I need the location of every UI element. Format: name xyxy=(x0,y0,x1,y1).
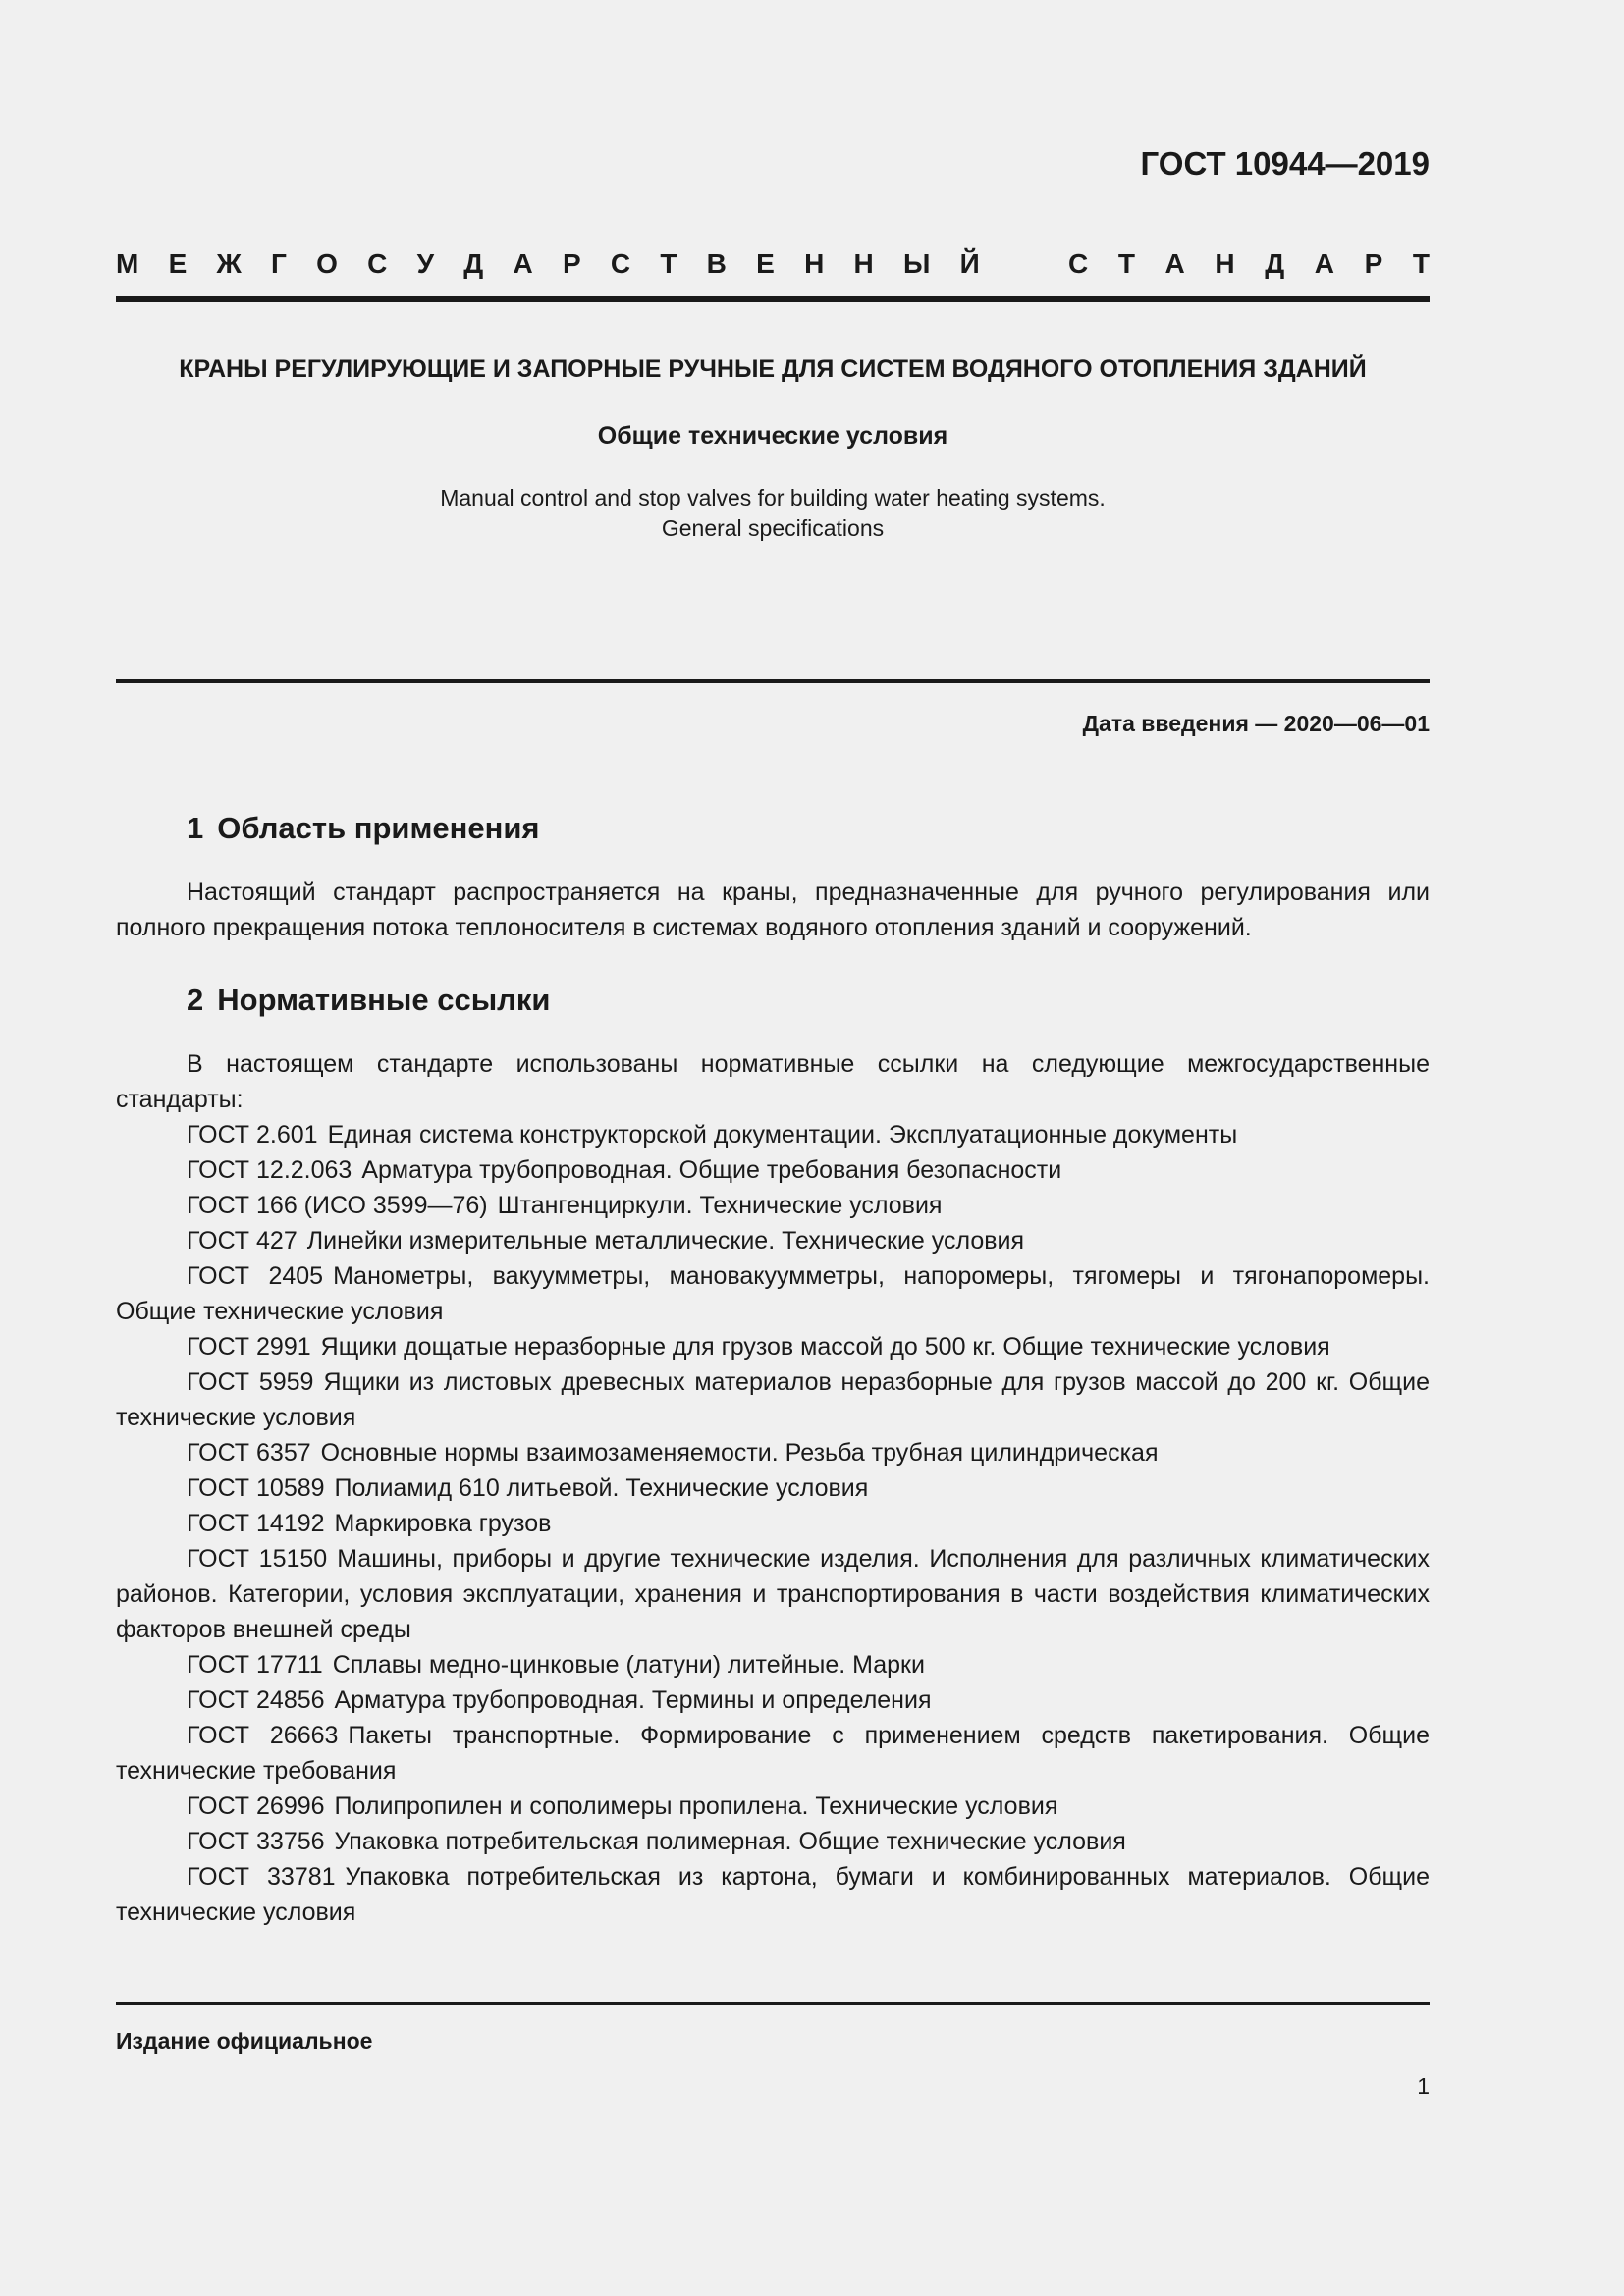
reference-item: ГОСТ 33756 Упаковка потребительская полимерная. Общие технические условия xyxy=(187,1828,1126,1855)
references-intro: В настоящем стандарте использованы нормативные ссылки на следующие межгосударственные стандарты: xyxy=(116,1050,1430,1113)
official-edition-label: Издание официальное xyxy=(116,2028,373,2054)
reference-item: ГОСТ 166 (ИСО 3599—76) Штангенциркули. Технические условия xyxy=(187,1192,943,1219)
section-2-number: 2 xyxy=(187,983,204,1017)
section-2-title: Нормативные ссылки xyxy=(217,983,551,1017)
reference-item: ГОСТ 12.2.063 Арматура трубопроводная. Общие требования безопасности xyxy=(187,1156,1062,1184)
section-2-heading xyxy=(187,983,550,1018)
reference-item: ГОСТ 2.601 Единая система конструкторской документации. Эксплуатационные документы xyxy=(187,1121,1238,1148)
header-divider xyxy=(116,296,1430,302)
reference-item: ГОСТ 10589 Полиамид 610 литьевой. Технические условия xyxy=(187,1474,869,1502)
section-1-number: 1 xyxy=(187,811,204,845)
document-title-ru: КРАНЫ РЕГУЛИРУЮЩИЕ И ЗАПОРНЫЕ РУЧНЫЕ ДЛЯ СИСТЕМ ВОДЯНОГО ОТОПЛЕНИЯ ЗДАНИЙ xyxy=(179,355,1367,383)
reference-item: ГОСТ 6357 Основные нормы взаимозаменяемости. Резьба трубная цилиндрическая xyxy=(187,1439,1159,1467)
document-title-en: Manual control and stop valves for building water heating systems. General specifications xyxy=(440,485,1106,541)
reference-item: ГОСТ 26663 Пакеты транспортные. Формирование с применением средств пакетирования. Общие технические требования xyxy=(116,1722,1430,1785)
reference-item: ГОСТ 2405 Манометры, вакуумметры, мановакуумметры, напоромеры, тягомеры и тягонапоромеры. Общие технические условия xyxy=(116,1262,1430,1325)
interstate-standard-banner xyxy=(116,248,1430,280)
reference-item: ГОСТ 427 Линейки измерительные металлические. Технические условия xyxy=(187,1227,1025,1255)
title-divider xyxy=(116,679,1430,683)
section-1-title: Область применения xyxy=(217,811,540,845)
reference-item: ГОСТ 15150 Машины, приборы и другие технические изделия. Исполнения для различных климатических районов. Категории, условия эксплуатации, хранения и транспортирования в части воздействия климатических факторов внешней среды xyxy=(116,1545,1430,1643)
interstate-word-1: М Е Ж Г О С У Д А Р С Т В Е Н Н Ы Й xyxy=(116,248,980,279)
interstate-word-2: С Т А Н Д А Р Т xyxy=(1068,248,1430,279)
footer-divider xyxy=(116,2002,1430,2005)
reference-item: ГОСТ 2991 Ящики дощатые неразборные для грузов массой до 500 кг. Общие технические условия xyxy=(187,1333,1330,1361)
document-page xyxy=(116,0,1430,2296)
page-number: 1 xyxy=(1417,2073,1430,2099)
reference-item: ГОСТ 24856 Арматура трубопроводная. Термины и определения xyxy=(187,1686,932,1714)
reference-item: ГОСТ 14192 Маркировка грузов xyxy=(187,1510,552,1537)
normative-references xyxy=(116,1046,1430,1930)
document-subtitle-ru: Общие технические условия xyxy=(597,422,948,450)
reference-item: ГОСТ 17711 Сплавы медно-цинковые (латуни) литейные. Марки xyxy=(187,1651,925,1679)
reference-item: ГОСТ 5959 Ящики из листовых древесных материалов неразборные для грузов массой до 200 кг. Общие технические условия xyxy=(116,1368,1430,1431)
section-1-heading xyxy=(187,811,540,846)
section-1-text: Настоящий стандарт распространяется на краны, предназначенные для ручного регулирования или полного прекращения потока теплоносителя в системах водяного отопления зданий и сооружений. xyxy=(116,879,1430,941)
reference-item: ГОСТ 26996 Полипропилен и сополимеры пропилена. Технические условия xyxy=(187,1792,1058,1820)
reference-item: ГОСТ 33781 Упаковка потребительская из картона, бумаги и комбинированных материалов. Общие технические условия xyxy=(116,1863,1430,1926)
gost-number: ГОСТ 10944—2019 xyxy=(1140,145,1430,182)
introduction-date: Дата введения — 2020—06—01 xyxy=(1082,711,1430,736)
